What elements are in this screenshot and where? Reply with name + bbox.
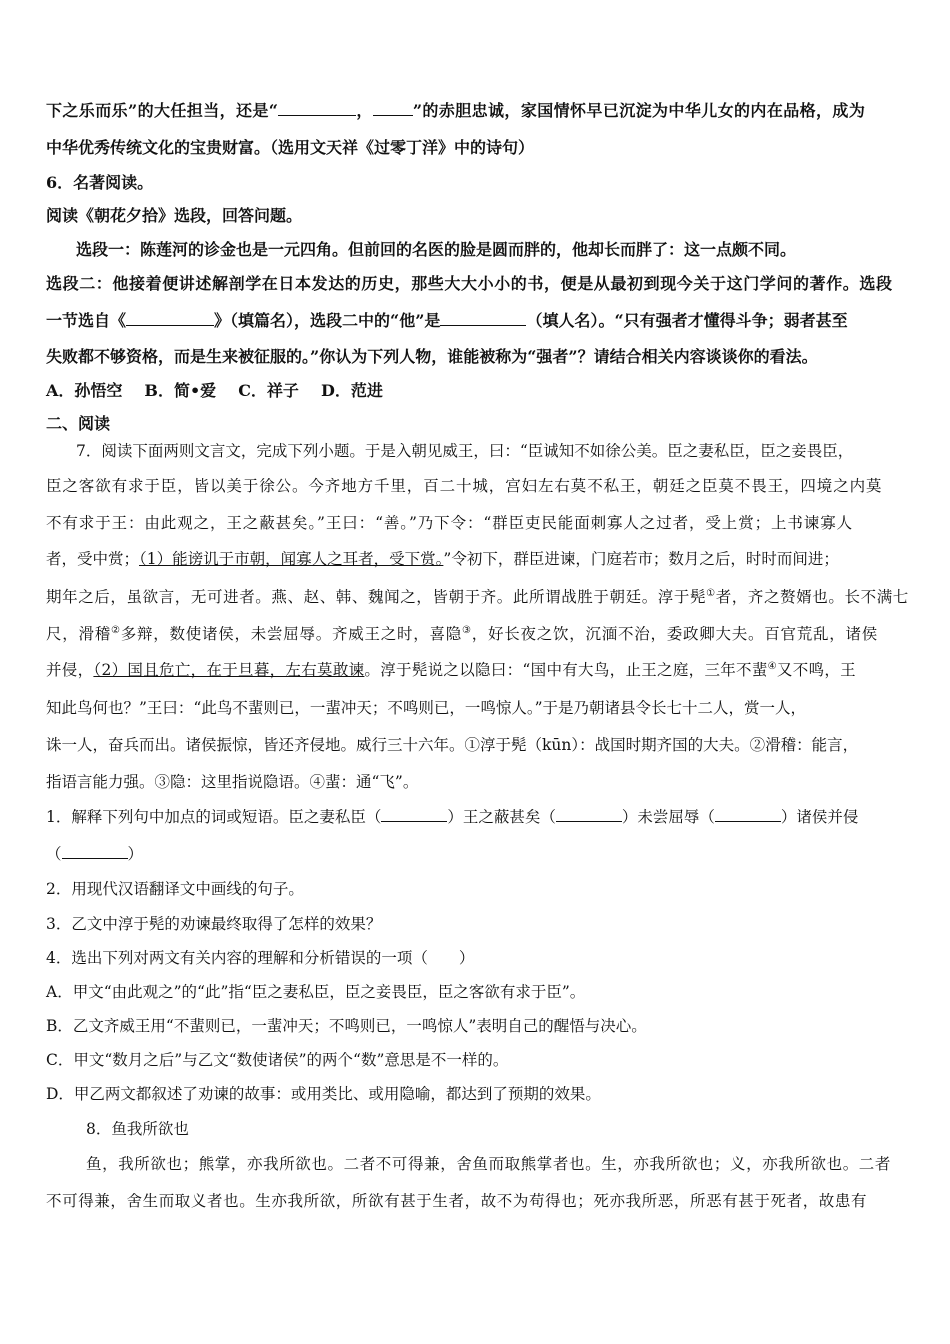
text: 者，齐之赘婿也。长不满七 xyxy=(715,588,909,606)
text: 》（填篇名），选段二中的“他”是 xyxy=(214,311,441,330)
answer-blank[interactable] xyxy=(381,807,447,822)
passage-line: 知此鸟何也？”王曰：“此鸟不蜚则已，一蜚冲天；不鸣则已，一鸣惊人。”于是乃朝诸县令长七十二人，赏一人， xyxy=(46,699,807,717)
text: ”的赤胆忠诚，家国情怀早已沉淀为中华儿女的内在品格，成为 xyxy=(412,101,866,120)
q6-title: 6．名著阅读。 xyxy=(46,173,154,192)
answer-blank[interactable] xyxy=(556,807,622,822)
footnote-mark: ③ xyxy=(462,624,472,636)
chapter-blank[interactable] xyxy=(126,311,214,326)
underlined-sentence-1: （1）能谤讥于市朝，闻寡人之耳者，受下赏。 xyxy=(139,550,444,568)
footnote-mark: ① xyxy=(706,587,716,599)
q8-passage-line: 鱼，我所欲也；熊掌，亦我所欲也。二者不可得兼，舍鱼而取熊掌者也。生，亦我所欲也；义，亦我所欲也。二者 xyxy=(86,1155,892,1173)
passage-line xyxy=(46,586,909,608)
text: 多辩，数使诸侯，未尝屈辱。齐威王之时，喜隐 xyxy=(120,625,462,643)
text: 期年之后，虽欲言，无可进者。燕、赵、韩、魏闻之，皆朝于齐。此所谓战胜于朝廷。淳于髡 xyxy=(46,588,707,606)
passage-line: 7．阅读下面两则文言文，完成下列小题。于是入朝见威王，曰：“臣诚知不如徐公美。臣之妻私臣，臣之妾畏臣， xyxy=(76,442,854,460)
q7-sub1 xyxy=(46,806,858,828)
option-c[interactable]: C．祥子 xyxy=(238,381,299,400)
section-title: 二、阅读 xyxy=(46,414,111,433)
q6-question-line-2: 失败都不够资格，而是生来被征服的。”你认为下列人物，谁能被称为“强者”？请结合相关内容谈谈你的看法。 xyxy=(46,347,818,366)
passage-line xyxy=(46,659,856,681)
answer-blank[interactable] xyxy=(715,807,781,822)
text: ）未尝屈辱（ xyxy=(621,808,715,826)
q6-question-line-1 xyxy=(46,310,848,332)
q6-excerpt-1: 选段一：陈莲河的诊金也是一元四角。但前回的名医的脸是圆而胖的，他却长而胖了：这一点颇不同。 xyxy=(76,240,797,259)
answer-blank[interactable] xyxy=(373,101,413,116)
underlined-sentence-2: （2）国且危亡，在于旦暮，左右莫敢谏 xyxy=(93,661,365,679)
q8-passage-line: 不可得兼，舍生而取义者也。生亦我所欲，所欲有甚于生者，故不为苟得也；死亦我所恶，所恶有甚于死者，故患有 xyxy=(46,1192,868,1210)
text: ）诸侯并侵 xyxy=(780,808,859,826)
q7-sub4-option-a[interactable]: A．甲文“由此观之”的“此”指“臣之妻私臣，臣之妾畏臣，臣之客欲有求于臣”。 xyxy=(46,983,586,1001)
text: 一节选自《 xyxy=(46,311,127,330)
passage-line xyxy=(46,623,878,645)
text: ”令初下，群臣进谏，门庭若市；数月之后，时时而间进； xyxy=(443,550,839,568)
q8-title: 8．鱼我所欲也 xyxy=(86,1120,189,1138)
q6-excerpt-2: 选段二：他接着便讲述解剖学在日本发达的历史，那些大大小小的书，便是从最初到现今关于这门学问的著作。选段 xyxy=(46,274,893,293)
text: 并侵， xyxy=(46,661,94,679)
q7-sub4: 4．选出下列对两文有关内容的理解和分析错误的一项（ ） xyxy=(46,949,475,967)
answer-blank[interactable] xyxy=(62,844,128,859)
passage-line: 指语言能力强。③隐：这里指说隐语。④蜚：通“飞”。 xyxy=(46,773,419,791)
text: 者，受中赏； xyxy=(46,550,140,568)
passage-line: 不有求于王：由此观之，王之蔽甚矣。”王曰：“善。”乃下令：“群臣吏民能面刺寡人之过者，受上赏；上书谏寡人 xyxy=(46,514,853,532)
q7-sub4-option-d[interactable]: D．甲乙两文都叙述了劝谏的故事：或用类比、或用隐喻，都达到了预期的效果。 xyxy=(46,1085,601,1103)
text: 下之乐而乐”的大任担当，还是“ xyxy=(46,101,279,120)
passage-line: 臣之客欲有求于臣，皆以美于徐公。今齐地方千里，百二十城，宫妇左右莫不私王，朝廷之臣莫不畏王，四境之内莫 xyxy=(46,477,883,495)
passage-line: 诛一人，奋兵而出。诸侯振惊，皆还齐侵地。威行三十六年。①淳于髡（kūn）：战国时期齐国的大夫。②滑稽：能言， xyxy=(46,736,859,754)
text: （填人名）。“只有强者才懂得斗争；弱者甚至 xyxy=(526,311,848,330)
text: ，好长夜之饮，沉湎不治，委政卿大夫。百官荒乱，诸侯 xyxy=(471,625,878,643)
poem-fill-line-2: 中华优秀传统文化的宝贵财富。（选用文天祥《过零丁洋》中的诗句） xyxy=(46,138,535,157)
poem-fill-line-1 xyxy=(46,100,865,122)
option-a[interactable]: A．孙悟空 xyxy=(46,381,123,400)
option-b[interactable]: B．简•爱 xyxy=(144,381,217,400)
q7-sub1-cont xyxy=(46,843,143,865)
text: 1．解释下列句中加点的词或短语。臣之妻私臣（ xyxy=(46,808,382,826)
q7-sub4-option-b[interactable]: B．乙文齐威王用“不蜚则已，一蜚冲天；不鸣则已，一鸣惊人”表明自己的醒悟与决心。 xyxy=(46,1017,647,1035)
text: （ xyxy=(46,845,62,863)
text: ， xyxy=(356,101,373,120)
text: ）王之蔽甚矣（ xyxy=(447,808,556,826)
q7-sub2: 2．用现代汉语翻译文中画线的句子。 xyxy=(46,880,304,898)
q7-sub3: 3．乙文中淳于髡的劝谏最终取得了怎样的效果？ xyxy=(46,915,382,933)
text: ） xyxy=(127,845,144,863)
q6-options xyxy=(46,380,383,402)
text: 。淳于髡说之以隐曰：“国中有大鸟，止王之庭，三年不蜚 xyxy=(364,661,768,679)
q7-sub4-option-c[interactable]: C．甲文“数月之后”与乙文“数使诸侯”的两个“数”意思是不一样的。 xyxy=(46,1051,509,1069)
option-d[interactable]: D．范进 xyxy=(320,381,383,400)
footnote-mark: ② xyxy=(111,624,121,636)
q6-intro: 阅读《朝花夕拾》选段，回答问题。 xyxy=(46,206,303,225)
passage-line xyxy=(46,548,839,570)
footnote-mark: ④ xyxy=(767,660,777,672)
answer-blank[interactable] xyxy=(278,101,356,116)
text: 又不鸣，王 xyxy=(776,661,856,679)
text: 尺，滑稽 xyxy=(46,625,112,643)
person-blank[interactable] xyxy=(440,311,526,326)
